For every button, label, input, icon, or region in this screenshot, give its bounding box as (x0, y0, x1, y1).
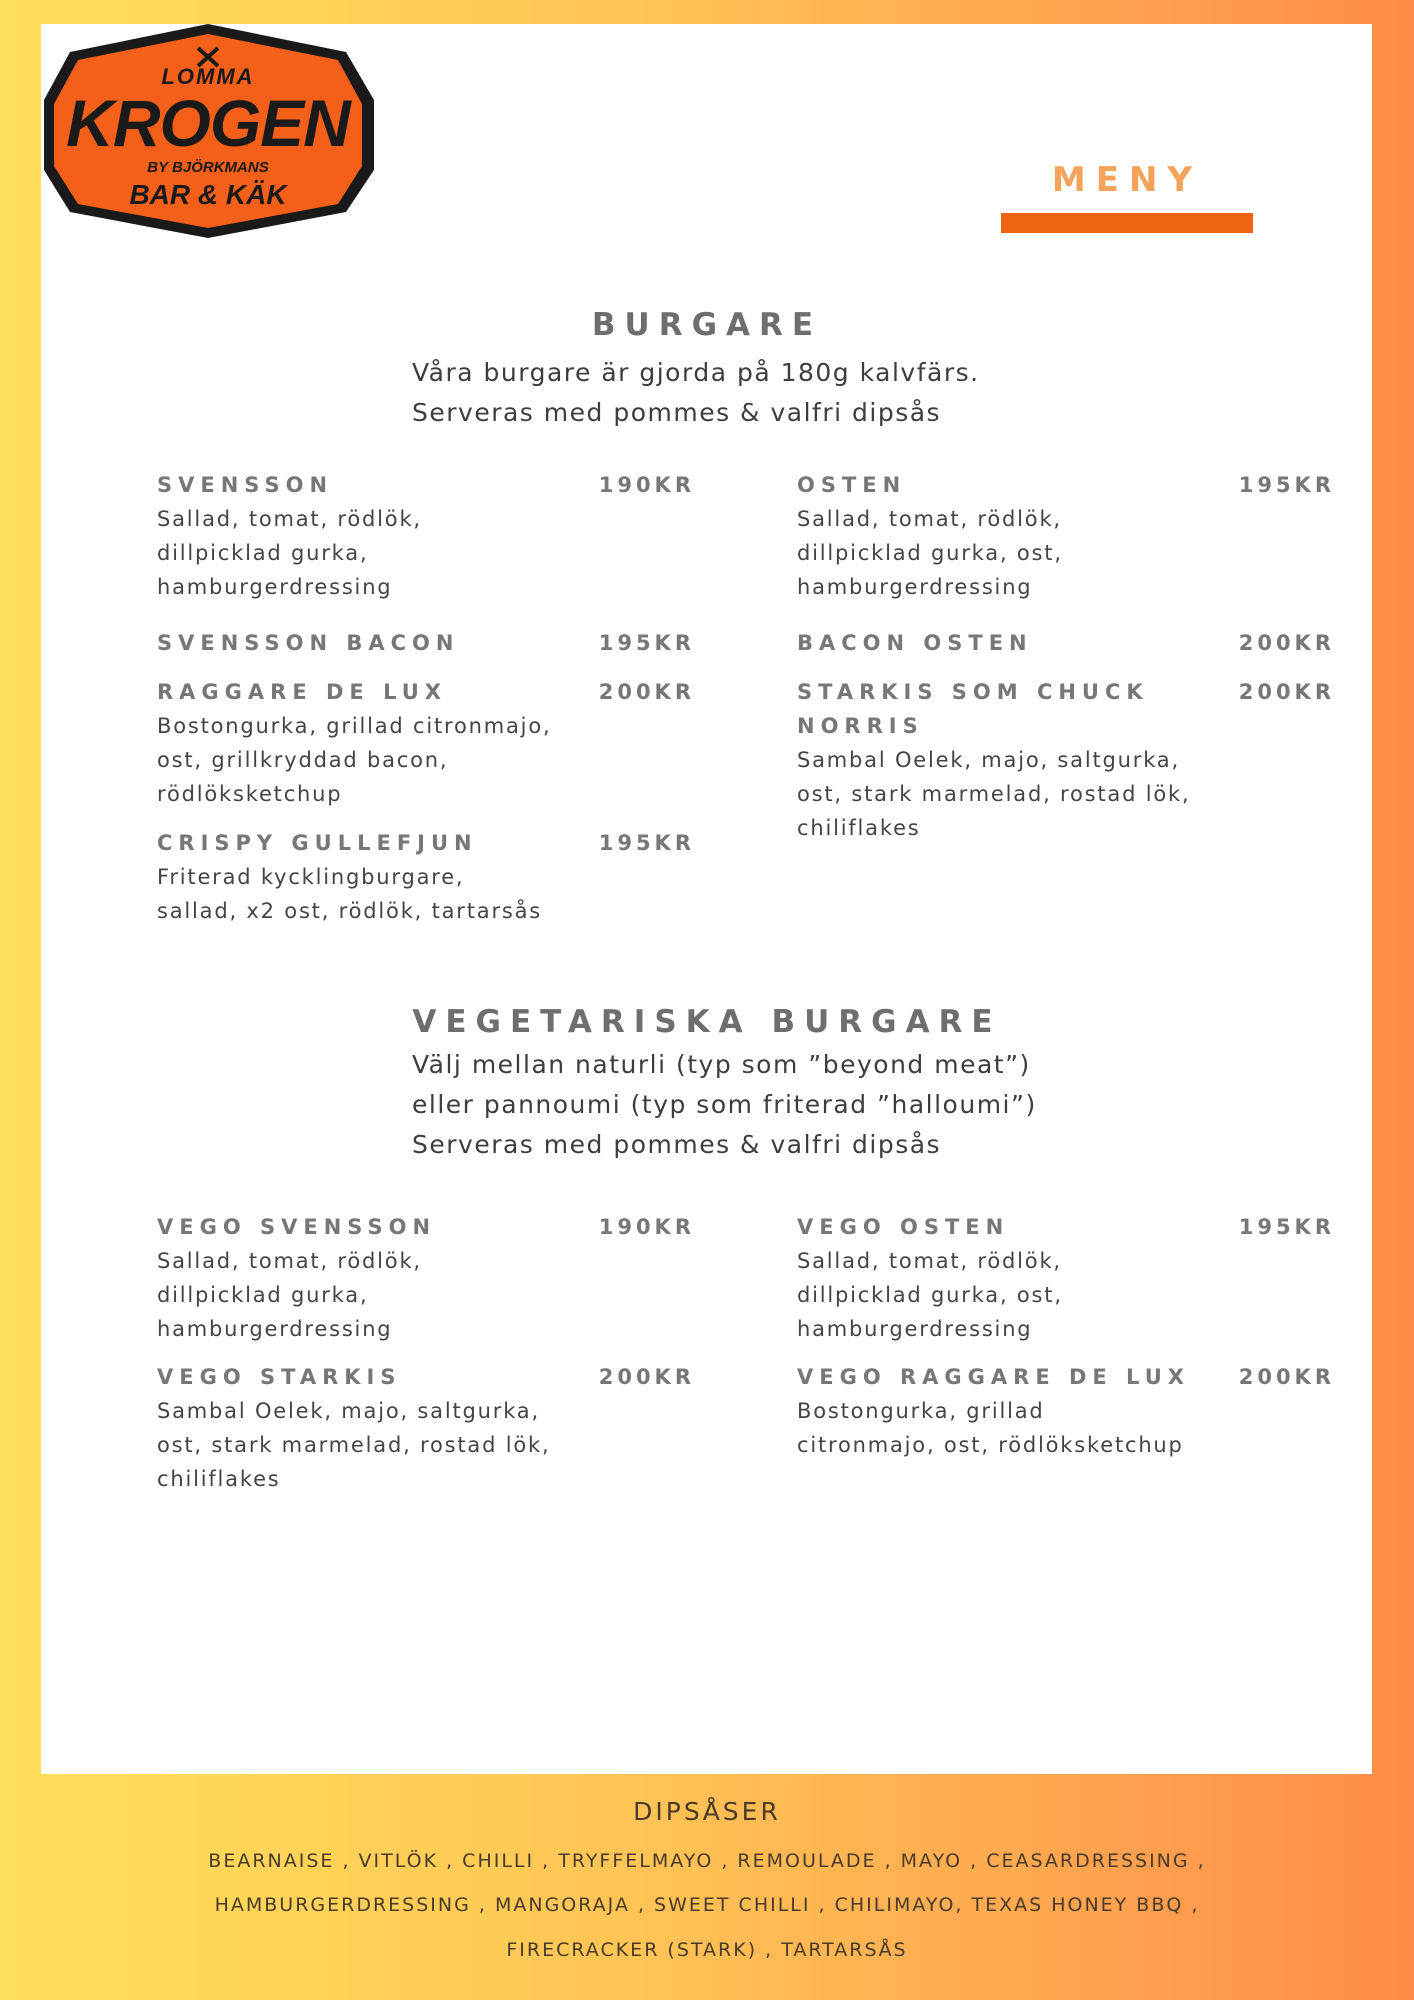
item-price: 195KR (1238, 1215, 1335, 1239)
item-price: 200KR (598, 1365, 695, 1389)
item-name: VEGO SVENSSON (157, 1215, 437, 1239)
item-price: 190KR (598, 1215, 695, 1239)
item-price: 200KR (1238, 1365, 1335, 1389)
menu-item-vego-starkis (157, 1360, 695, 1496)
item-name: CRISPY GULLEFJUN (157, 831, 478, 855)
item-name: VEGO OSTEN (797, 1215, 1010, 1239)
item-description: Bostongurka, grillad citronmajo, ost, grillkryddad bacon, rödlöksketchup (157, 714, 552, 806)
subtitle-line: Serveras med pommes & valfri dipsås (412, 398, 942, 427)
item-price: 200KR (1238, 680, 1335, 704)
dips-line: HAMBURGERDRESSING , MANGORAJA , SWEET CHILLI , CHILIMAYO, TEXAS HONEY BBQ , (214, 1894, 1200, 1916)
item-price: 200KR (598, 680, 695, 704)
item-name: VEGO RAGGARE DE LUX (797, 1365, 1190, 1389)
logo-bottom: BAR & KÄK (129, 179, 287, 210)
item-description: Sambal Oelek, majo, saltgurka, ost, stark marmelad, rostad lök, chiliflakes (157, 1399, 551, 1491)
menu-item-bacon-osten (797, 626, 1335, 660)
item-name: OSTEN (797, 473, 907, 497)
menu-item-vego-osten (797, 1210, 1335, 1346)
item-description: Sambal Oelek, majo, saltgurka, ost, stark marmelad, rostad lök, chiliflakes (797, 748, 1191, 840)
item-price: 195KR (598, 631, 695, 655)
menu-item-raggare-de-lux (157, 675, 695, 811)
section-subtitle-vegetariska (412, 1045, 1037, 1165)
section-title-burgare: BURGARE (591, 307, 823, 343)
item-description: Friterad kycklingburgare, sallad, x2 ost, rödlök, tartarsås (157, 865, 543, 923)
dips-line: FIRECRACKER (STARK) , TARTARSÅS (506, 1939, 908, 1961)
menu-item-crispy-gullefjun (157, 826, 695, 928)
item-name: VEGO STARKIS (157, 1365, 402, 1389)
logo-top: LOMMA (161, 64, 255, 89)
menu-title: MENY (1051, 160, 1203, 200)
menu-item-starkis-som-chuck-norris (797, 675, 1335, 845)
item-description: Bostongurka, grillad citronmajo, ost, rödlöksketchup (797, 1399, 1184, 1457)
item-name-continued: NORRIS (797, 714, 924, 738)
item-price: 195KR (598, 831, 695, 855)
subtitle-line: Våra burgare är gjorda på 180g kalvfärs. (412, 358, 980, 387)
krogen-logo (40, 20, 376, 242)
item-description: Sallad, tomat, rödlök, dillpicklad gurka, ost, hamburgerdressing (797, 1249, 1063, 1341)
section-title-vegetariska: VEGETARISKA BURGARE (412, 1004, 1002, 1040)
menu-item-svensson-bacon (157, 626, 695, 660)
section-subtitle-burgare (412, 353, 980, 433)
menu-item-vego-svensson (157, 1210, 695, 1346)
menu-item-osten (797, 468, 1335, 604)
menu-title-underline (1001, 213, 1253, 233)
dips-line: BEARNAISE , VITLÖK , CHILLI , TRYFFELMAYO , REMOULADE , MAYO , CEASARDRESSING , (208, 1850, 1206, 1872)
item-description: Sallad, tomat, rödlök, dillpicklad gurka, hamburgerdressing (157, 507, 422, 599)
dips-title: DIPSÅSER (633, 1797, 781, 1826)
item-price: 195KR (1238, 473, 1335, 497)
item-name: BACON OSTEN (797, 631, 1033, 655)
logo-main: KROGEN (66, 86, 350, 160)
subtitle-line: Välj mellan naturli (typ som ”beyond meat”) (412, 1050, 1031, 1079)
menu-item-vego-raggare-de-lux (797, 1360, 1335, 1462)
subtitle-line: Serveras med pommes & valfri dipsås (412, 1130, 942, 1159)
item-name: SVENSSON (157, 473, 334, 497)
item-name: RAGGARE DE LUX (157, 680, 447, 704)
menu-item-svensson (157, 468, 695, 604)
item-name: STARKIS SOM CHUCK (797, 680, 1149, 704)
item-description: Sallad, tomat, rödlök, dillpicklad gurka, ost, hamburgerdressing (797, 507, 1063, 599)
item-description: Sallad, tomat, rödlök, dillpicklad gurka, hamburgerdressing (157, 1249, 422, 1341)
logo-by: BY BJÖRKMANS (147, 159, 269, 176)
item-name: SVENSSON BACON (157, 631, 460, 655)
subtitle-line: eller pannoumi (typ som friterad ”halloumi”) (412, 1090, 1037, 1119)
item-price: 190KR (598, 473, 695, 497)
item-price: 200KR (1238, 631, 1335, 655)
